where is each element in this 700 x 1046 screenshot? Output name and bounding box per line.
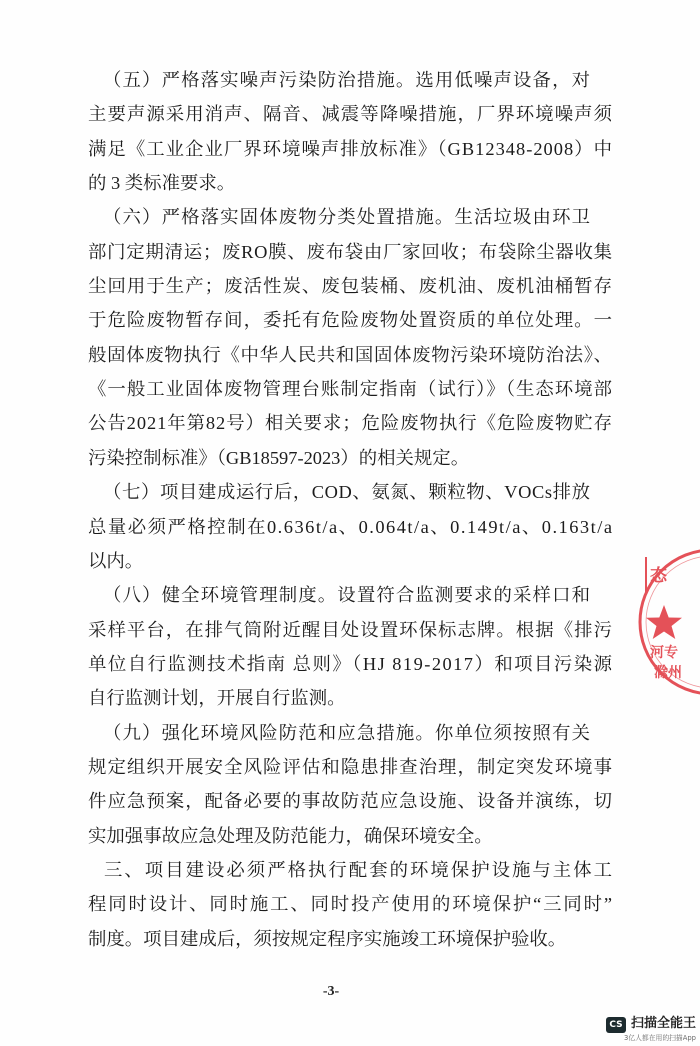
text-line: 般固体废物执行《中华人民共和国固体废物污染环境防治法》、 [88,345,613,365]
text-line: 公告2021年第82号）相关要求；危险废物执行《危险废物贮存 [88,413,613,433]
text-line: 自行监测计划，开展自行监测。 [88,688,346,708]
text-line: 三、项目建设必须严格执行配套的环境保护设施与主体工 [104,860,614,880]
seal-text: 河专 [650,645,678,661]
seal-text: 滁州 [654,665,682,681]
text-line: 于危险废物暂存间，委托有危险废物处置资质的单位处理。一 [88,310,614,330]
official-seal [630,535,700,710]
text-line: 满足《工业企业厂界环境噪声排放标准》（GB12348-2008）中 [88,139,614,159]
text-line: （八）健全环境管理制度。设置符合监测要求的采样口和 [103,585,592,605]
text-line: 实加强事故应急处理及防范能力，确保环境安全。 [88,826,493,846]
text-line: 件应急预案，配备必要的事故防范应急设施、设备并演练，切 [88,791,614,811]
text-line: 污染控制标准》（GB18597-2023）的相关规定。 [88,448,470,468]
text-line: 程同时设计、同时施工、同时投产使用的环境保护“三同时” [88,894,614,914]
text-line: （六）严格落实固体废物分类处置措施。生活垃圾由环卫 [103,207,592,227]
text-line: 制度。项目建成后，须按规定程序实施竣工环境保护验收。 [88,929,567,949]
text-line: 单位自行监测技术指南 总则》（HJ 819-2017）和项目污染源 [88,654,614,674]
text-line: 的 3 类标准要求。 [88,173,236,193]
text-line: 总量必须严格控制在0.636t/a、0.064t/a、0.149t/a、0.163t/a [88,517,614,537]
text-line: 主要声源采用消声、隔音、减震等降噪措施，厂界环境噪声须 [88,104,614,124]
text-line: 部门定期清运；废RO膜、废布袋由厂家回收；布袋除尘器收集 [88,242,613,262]
app-name: 扫描全能王 [630,1016,696,1031]
app-slogan: 3亿人都在用的扫描App [624,1034,696,1042]
text-line: 尘回用于生产；废活性炭、废包装桶、废机油、废机油桶暂存 [88,276,614,296]
seal-text: 态 [650,566,667,586]
text-line: （九）强化环境风险防范和应急措施。你单位须按照有关 [103,723,592,743]
cs-logo-icon: CS [606,1017,626,1033]
text-line: 以内。 [88,551,144,571]
text-line: （五）严格落实噪声污染防治措施。选用低噪声设备，对 [103,70,592,90]
star-icon [646,605,682,639]
text-line: 采样平台，在排气筒附近醒目处设置环保标志牌。根据《排污 [88,620,614,640]
page-number: -3- [322,984,340,999]
text-line: 规定组织开展安全风险评估和隐患排查治理，制定突发环境事 [88,757,614,777]
text-line: （七）项目建成运行后，COD、氨氮、颗粒物、VOCs排放 [103,482,591,502]
text-line: 《一般工业固体废物管理台账制定指南（试行）》（生态环境部 [88,379,614,399]
